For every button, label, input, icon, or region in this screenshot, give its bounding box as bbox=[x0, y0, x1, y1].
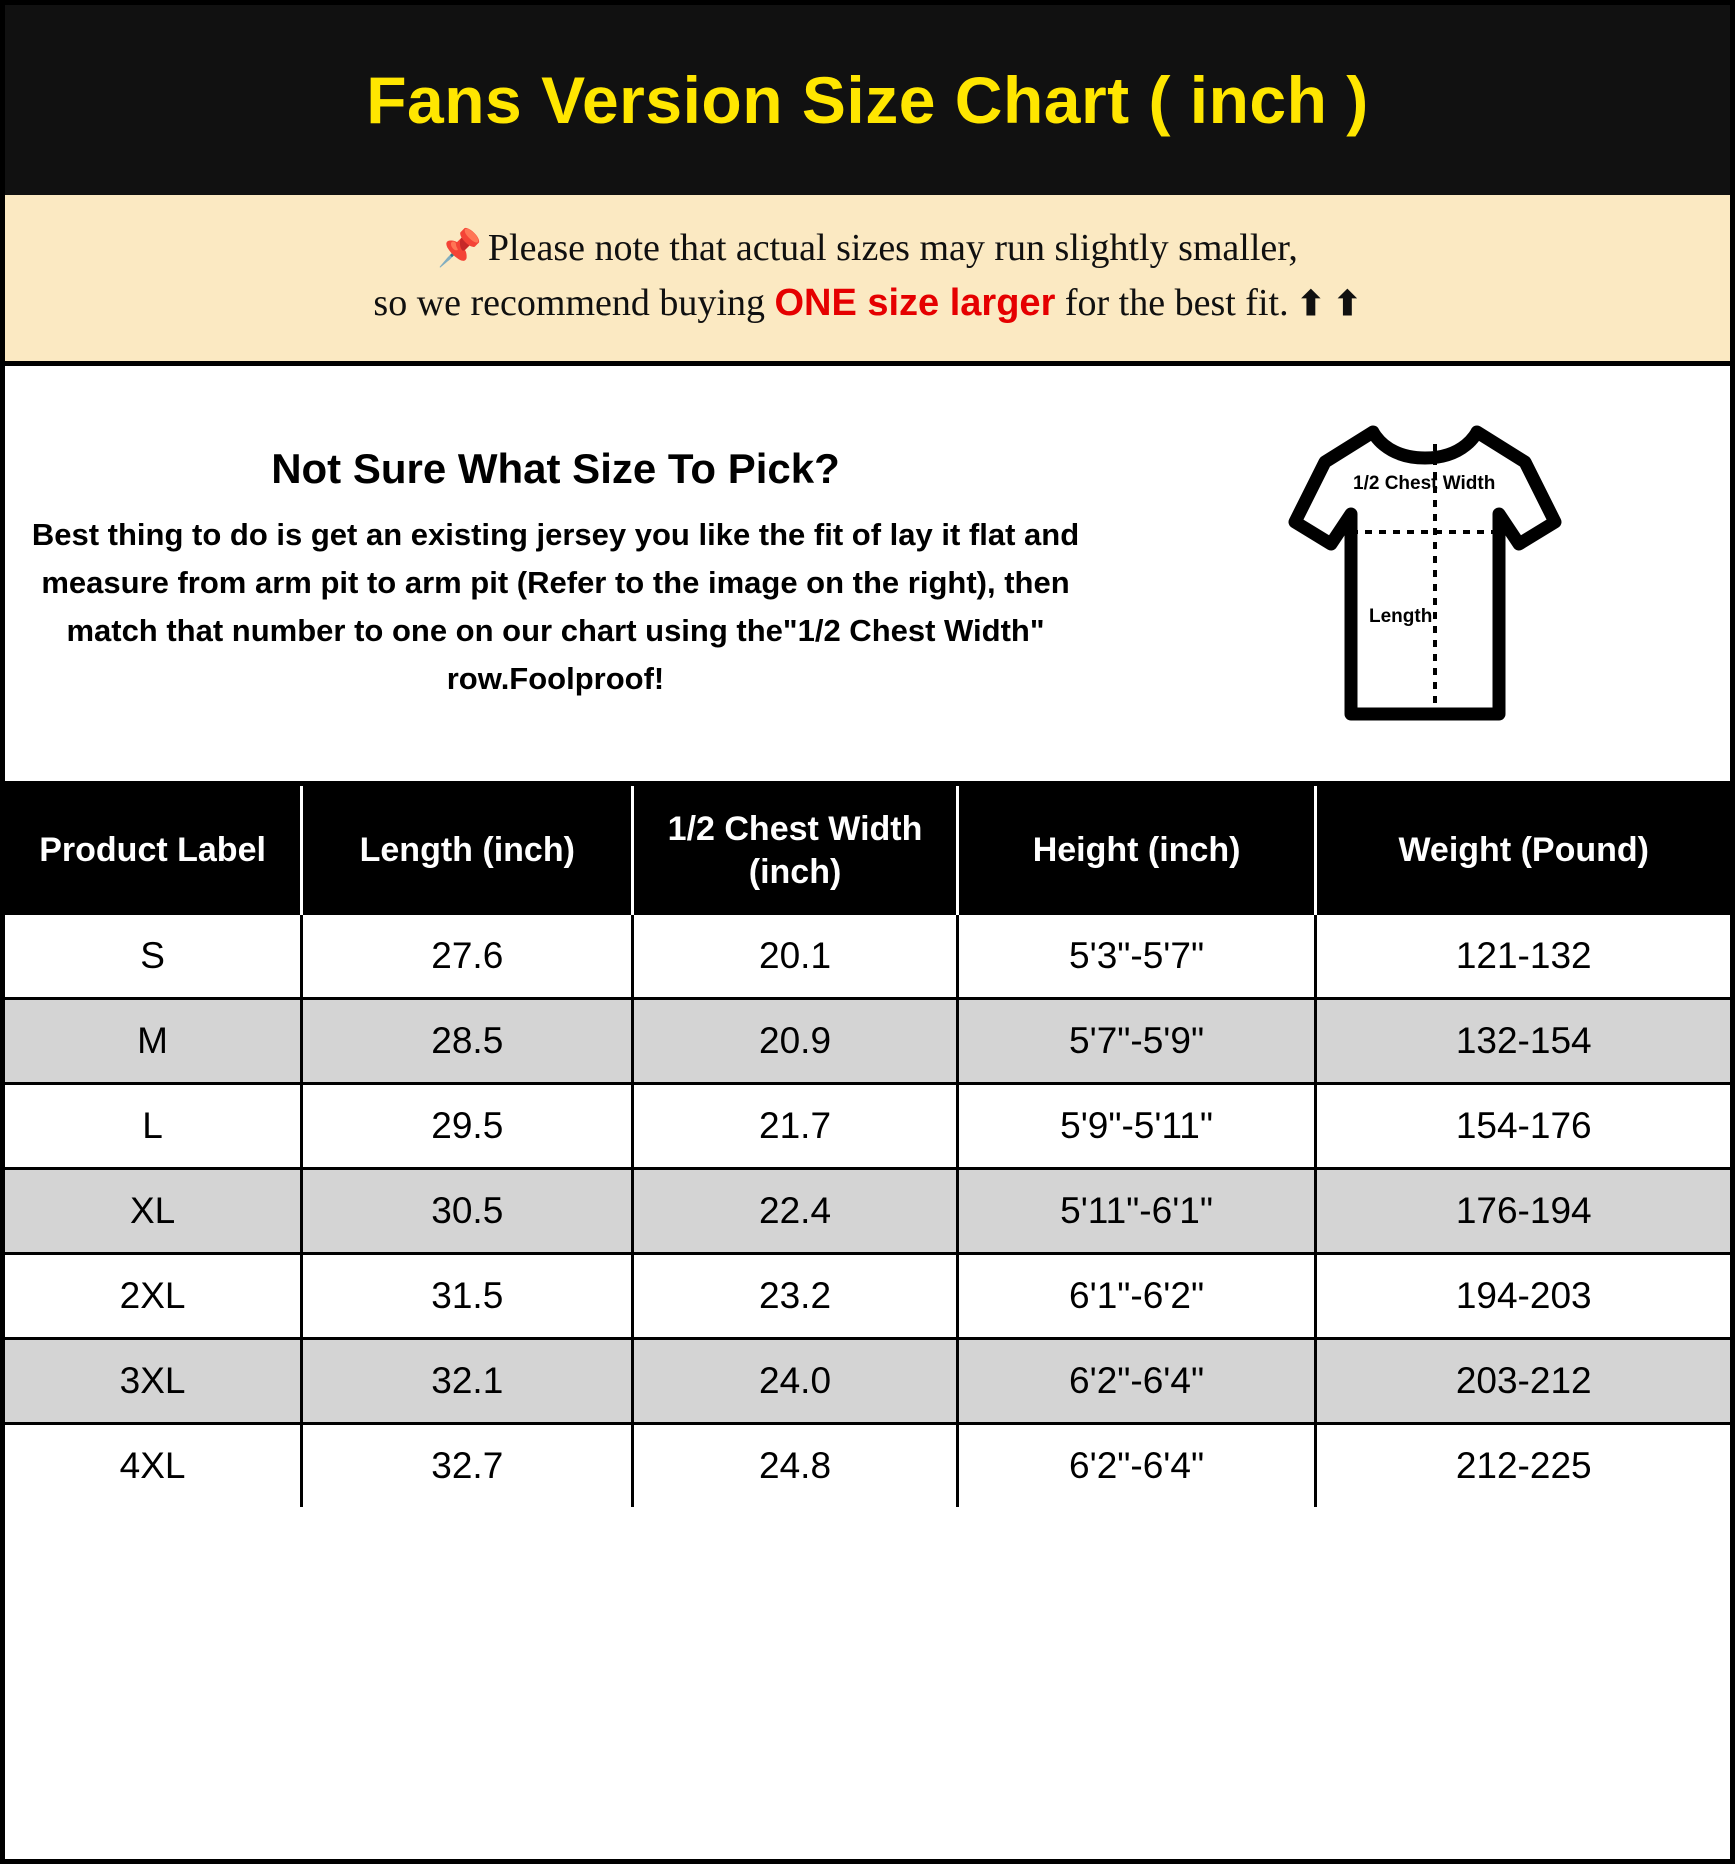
cell-height: 5'11"-6'1" bbox=[957, 1169, 1316, 1254]
cell-length: 28.5 bbox=[302, 999, 633, 1084]
cell-height: 5'7"-5'9" bbox=[957, 999, 1316, 1084]
cell-length: 29.5 bbox=[302, 1084, 633, 1169]
help-section bbox=[5, 366, 1730, 786]
note-band bbox=[5, 195, 1730, 366]
table-row bbox=[5, 1339, 1730, 1424]
header-chest-width: 1/2 Chest Width (inch) bbox=[633, 786, 957, 915]
note-text-1: Please note that actual sizes may run slightly smaller, bbox=[487, 227, 1298, 269]
shirt-diagram bbox=[1120, 414, 1730, 734]
chest-width-label: 1/2 Chest Width bbox=[1353, 472, 1496, 494]
cell-length: 30.5 bbox=[302, 1169, 633, 1254]
table-row bbox=[5, 999, 1730, 1084]
table-row bbox=[5, 1254, 1730, 1339]
cell-height: 6'2"-6'4" bbox=[957, 1424, 1316, 1508]
cell-chest: 22.4 bbox=[633, 1169, 957, 1254]
cell-height: 5'9"-5'11" bbox=[957, 1084, 1316, 1169]
header-height: Height (inch) bbox=[957, 786, 1316, 915]
cell-chest: 21.7 bbox=[633, 1084, 957, 1169]
help-text-block bbox=[5, 445, 1120, 703]
table-row bbox=[5, 1169, 1730, 1254]
cell-height: 6'1"-6'2" bbox=[957, 1254, 1316, 1339]
arrow-up-icon-1: ⬆ bbox=[1296, 286, 1326, 324]
cell-weight: 203-212 bbox=[1316, 1339, 1730, 1424]
cell-label: S bbox=[5, 915, 302, 999]
cell-label: M bbox=[5, 999, 302, 1084]
cell-label: XL bbox=[5, 1169, 302, 1254]
table-header-row bbox=[5, 786, 1730, 915]
cell-chest: 20.1 bbox=[633, 915, 957, 999]
cell-weight: 176-194 bbox=[1316, 1169, 1730, 1254]
header-weight: Weight (Pound) bbox=[1316, 786, 1730, 915]
header-product-label: Product Label bbox=[5, 786, 302, 915]
note-line-2 bbox=[25, 276, 1710, 331]
page-title: Fans Version Size Chart ( inch ) bbox=[366, 63, 1369, 137]
note-text-2-post: for the best fit. bbox=[1055, 282, 1289, 325]
cell-weight: 121-132 bbox=[1316, 915, 1730, 999]
help-title: Not Sure What Size To Pick? bbox=[271, 444, 840, 492]
table-row bbox=[5, 1084, 1730, 1169]
cell-height: 6'2"-6'4" bbox=[957, 1339, 1316, 1424]
note-text-2-pre: so we recommend buying bbox=[373, 282, 775, 325]
title-bar bbox=[5, 5, 1730, 195]
cell-length: 31.5 bbox=[302, 1254, 633, 1339]
cell-chest: 23.2 bbox=[633, 1254, 957, 1339]
cell-chest: 24.8 bbox=[633, 1424, 957, 1508]
arrow-up-icon-2: ⬆ bbox=[1333, 286, 1362, 324]
table-row bbox=[5, 1424, 1730, 1508]
cell-weight: 194-203 bbox=[1316, 1254, 1730, 1339]
cell-chest: 24.0 bbox=[633, 1339, 957, 1424]
cell-label: L bbox=[5, 1084, 302, 1169]
cell-label: 3XL bbox=[5, 1339, 302, 1424]
cell-height: 5'3"-5'7" bbox=[957, 915, 1316, 999]
cell-label: 4XL bbox=[5, 1424, 302, 1508]
cell-length: 32.7 bbox=[302, 1424, 633, 1508]
header-length: Length (inch) bbox=[302, 786, 633, 915]
cell-label: 2XL bbox=[5, 1254, 302, 1339]
cell-chest: 20.9 bbox=[633, 999, 957, 1084]
help-body: Best thing to do is get an existing jersey you like the fit of lay it flat and measure from arm pit to arm pit (Refer to the image on the right), then match that number to one on our chart using the"1/2 Chest Width" row.Foolproof! bbox=[31, 516, 1080, 696]
cell-length: 27.6 bbox=[302, 915, 633, 999]
cell-weight: 212-225 bbox=[1455, 1445, 1592, 1487]
length-label: Length bbox=[1369, 605, 1433, 627]
size-table bbox=[5, 786, 1730, 1507]
pin-icon: 📌 bbox=[437, 228, 482, 268]
cell-weight: 132-154 bbox=[1316, 999, 1730, 1084]
size-table-wrap bbox=[5, 786, 1730, 1859]
note-line-1 bbox=[25, 221, 1710, 276]
table-row bbox=[5, 915, 1730, 999]
note-highlight: ONE size larger bbox=[774, 282, 1056, 325]
cell-weight: 154-176 bbox=[1316, 1084, 1730, 1169]
cell-length: 32.1 bbox=[302, 1339, 633, 1424]
tshirt-icon bbox=[1265, 414, 1585, 734]
